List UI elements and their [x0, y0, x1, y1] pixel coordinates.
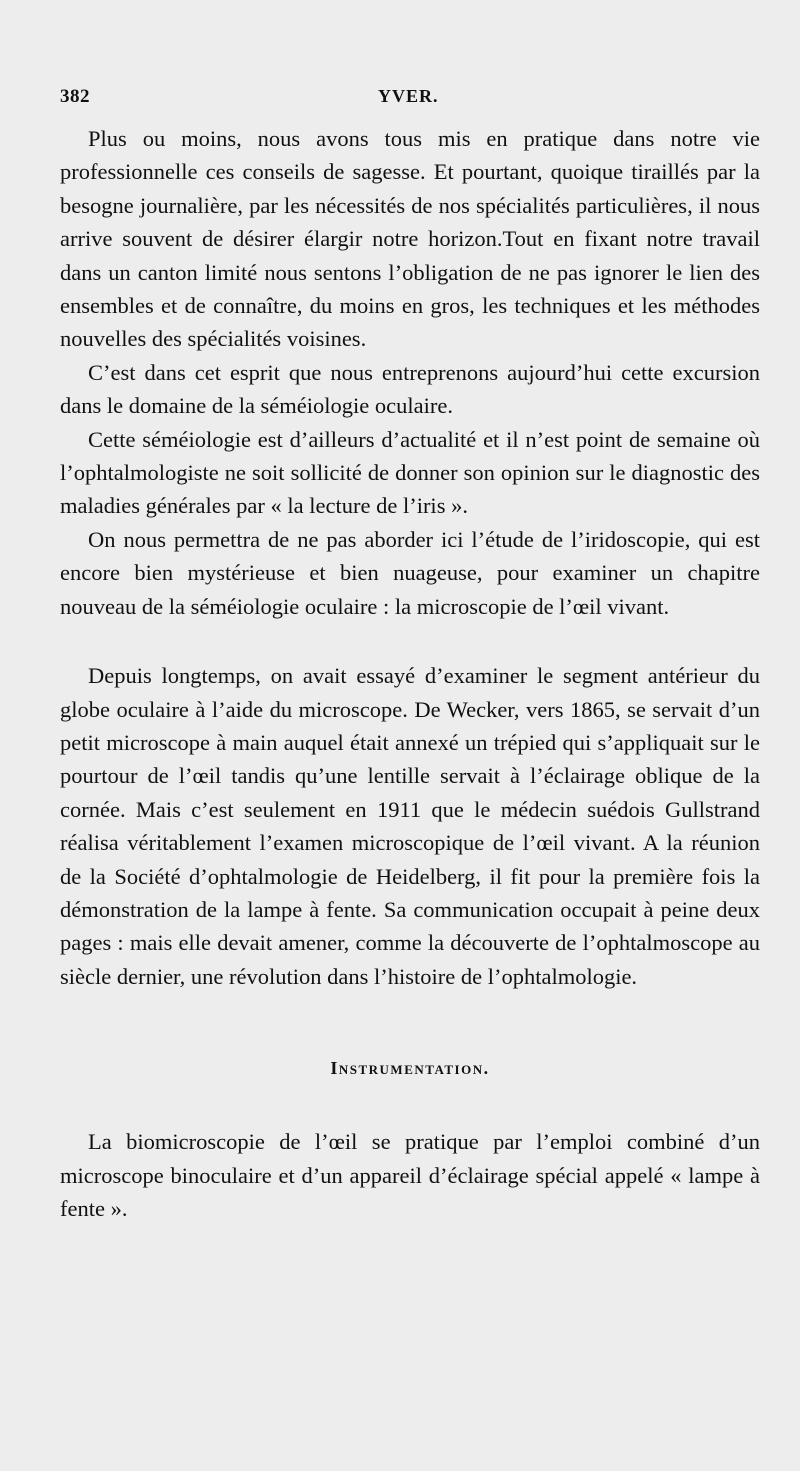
page-header — [60, 86, 760, 114]
paragraph: Depuis longtemps, on avait essayé d’examiner le segment antérieur du globe oculaire à l’aide du microscope. De Wecker, vers 1865, se servait d’un petit microscope à main auquel était annexé un trépied qui s’appliquait sur le pourtour de l’œil tandis qu’une lentille servait à l’éclairage oblique de la cornée. Mais c’est seulement en 1911 que le médecin suédois Gullstrand réalisa véritablement l’examen microscopique de l’œil vivant. A la réunion de la Société d’ophtalmologie de Heidelberg, il fit pour la première fois la démonstration de la lampe à fente. Sa communication occupait à peine deux pages : mais elle devait amener, comme la découverte de l’ophtalmoscope au siècle dernier, une révolution dans l’histoire de l’ophtalmologie. — [60, 663, 760, 989]
paragraph: Cette séméiologie est d’ailleurs d’actualité et il n’est point de semaine où l’ophtalmologiste ne soit sollicité de donner son opinion sur le diagnostic des maladies générales par « la lecture de l’iris ». — [60, 426, 760, 519]
paragraph: Plus ou moins, nous avons tous mis en pratique dans notre vie professionnelle ces conseils de sagesse. Et pourtant, quoique tiraillés par la besogne journalière, par les nécessités de nos spécialités particulières, il nous arrive souvent de désirer élargir notre horizon.Tout en fixant notre travail dans un canton limité nous sentons l’obligation de ne pas ignorer le lien des ensembles et de connaître, du moins en gros, les techniques et les méthodes nouvelles des spécialités voisines. — [60, 126, 760, 352]
paragraph: La biomicroscopie de l’œil se pratique par l’emploi combiné d’un microscope binoculaire et d’un appareil d’éclairage spécial appelé « lampe à fente ». — [60, 1129, 760, 1221]
paragraph: C’est dans cet esprit que nous entreprenons aujourd’hui cette excursion dans le domaine de la séméiologie oculaire. — [60, 359, 760, 419]
running-head: YVER. — [378, 86, 439, 106]
paragraph: On nous permettra de ne pas aborder ici l’étude de l’iridoscopie, qui est encore bien mystérieuse et bien nuageuse, pour examiner un chapitre nouveau de la séméiologie oculaire : la microscopie de l’œil vivant. — [60, 526, 760, 619]
section-heading: Instrumentation. — [330, 1058, 490, 1079]
body-text — [60, 122, 760, 1225]
paragraph-gap — [60, 623, 760, 659]
page-number: 382 — [60, 86, 90, 107]
